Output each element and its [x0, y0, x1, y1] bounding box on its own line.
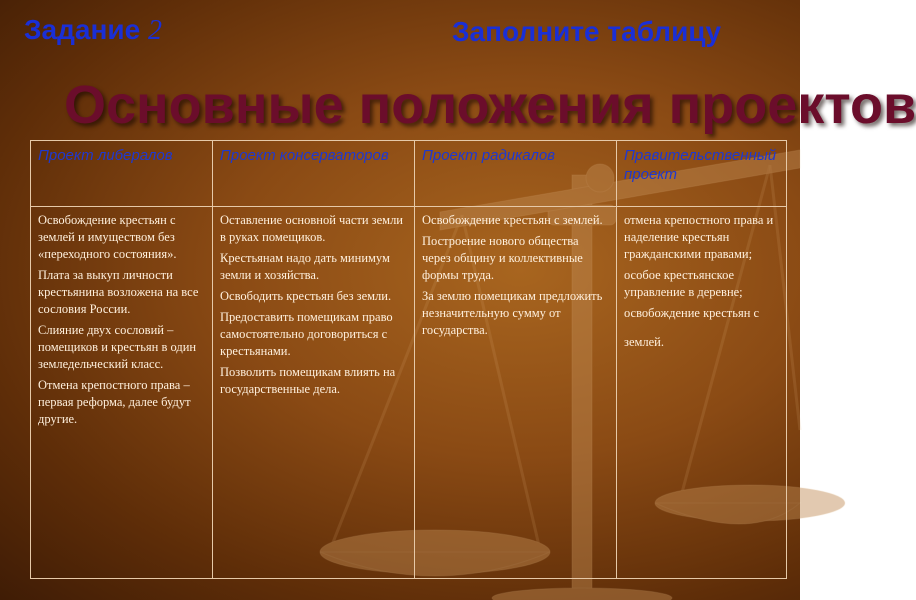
cell-paragraph: освобождение крестьян с: [624, 306, 760, 320]
cell-paragraph: Плата за выкуп личности крестьянина возложена на все сословия России.: [38, 268, 199, 316]
task-label: [24, 14, 162, 47]
header-conservatives: Проект консерваторов: [213, 141, 415, 207]
cell-government: [617, 207, 787, 579]
cell-liberals: [31, 207, 213, 579]
cell-paragraph: Оставление основной части земли в руках помещиков.: [220, 213, 404, 244]
cell-paragraph: Освобождение крестьян с землей и имуществом без «переходного состояния».: [38, 213, 177, 261]
slide-heading: Основные положения проектов: [64, 75, 916, 135]
cell-radicals: [415, 207, 617, 579]
cell-paragraph: Крестьянам надо дать минимум земли и хозяйства.: [220, 251, 390, 282]
instruction-text: Заполните таблицу: [452, 16, 722, 47]
cell-paragraph: Построение нового общества через общину и коллективные формы труда.: [422, 234, 583, 282]
task-label-text: Задание: [24, 14, 141, 45]
cell-conservatives: [213, 207, 415, 579]
cell-paragraph: Позволить помещикам влиять на государственные дела.: [220, 365, 396, 396]
cell-paragraph: За землю помещикам предложить незначительную сумму от государства.: [422, 289, 603, 337]
task-number: 2: [147, 15, 162, 46]
cell-paragraph: Освободить крестьян без земли.: [220, 289, 392, 303]
header-government: Правительственный проект: [617, 141, 787, 207]
cell-paragraph: Освобождение крестьян с землей.: [422, 213, 603, 227]
table-row: [31, 207, 787, 579]
header-liberals: Проект либералов: [31, 141, 213, 207]
cell-paragraph: отмена крепостного права и наделение крестьян гражданскими правами;: [624, 213, 774, 261]
cell-paragraph: Отмена крепостного права – первая реформа, далее будут другие.: [38, 378, 191, 426]
cell-paragraph: землей.: [624, 335, 664, 349]
cell-paragraph: Слияние двух сословий – помещиков и крестьян в один земледельческий класс.: [38, 323, 197, 371]
header-radicals: Проект радикалов: [415, 141, 617, 207]
cell-paragraph: особое крестьянское управление в деревне;: [624, 268, 743, 299]
table-header-row: [31, 141, 787, 207]
projects-table: [30, 140, 787, 579]
cell-paragraph: Предоставить помещикам право самостоятельно договориться с крестьянами.: [220, 310, 393, 358]
